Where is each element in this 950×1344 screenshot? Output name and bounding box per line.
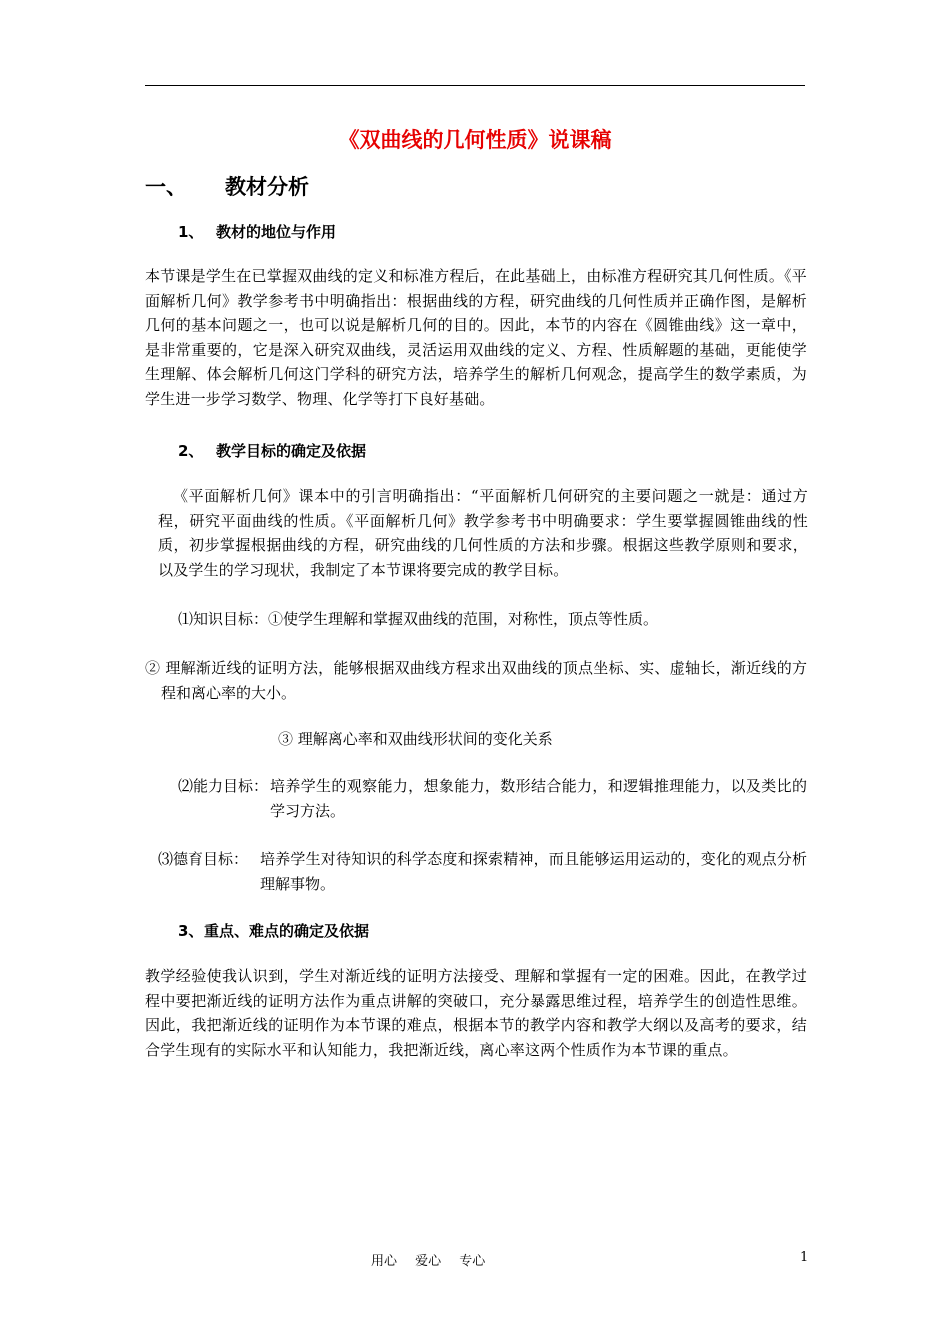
subsection-title: 教学目标的确定及依据 <box>216 442 367 460</box>
moral-goal-text: 培养学生对待知识的科学态度和探索精神，而且能够运用运动的，变化的观点分析理解事物。 <box>260 850 807 893</box>
section-title: 教材分析 <box>225 175 309 199</box>
subsection-heading-1 <box>178 221 336 242</box>
knowledge-goal-item-3: ③ 理解离心率和双曲线形状间的变化关系 <box>278 730 553 748</box>
document-title: 《双曲线的几何性质》说课稿 <box>338 128 612 152</box>
page-number: 1 <box>800 1250 809 1265</box>
subsection-number: 3、 <box>178 922 204 940</box>
moral-goal-label: ⑶德育目标： <box>158 850 249 868</box>
paragraph-teaching-goals-basis: 《平面解析几何》课本中的引言明确指出：“平面解析几何研究的主要问题之一就是：通过方程，研究平面曲线的性质。《平面解析几何》教学参考书中明确要求：学生要掌握圆锥曲线的性质，初步掌握根据曲线的方程，研究曲线的几何性质的方法和步骤。根据这些教学原则和要求，以及学生的学习现状，我制定了本节课将要完成的教学目标。 <box>158 487 808 579</box>
subsection-heading-3 <box>178 920 369 941</box>
subsection-title: 教材的地位与作用 <box>216 223 337 241</box>
knowledge-goal-item-2: ② 理解渐近线的证明方法，能够根据双曲线方程求出双曲线的顶点坐标、实、虚轴长，渐近线的方程和离心率的大小。 <box>145 659 807 702</box>
section-number: 一、 <box>145 175 187 199</box>
subsection-heading-2 <box>178 440 366 461</box>
subsection-title: 重点、难点的确定及依据 <box>204 922 370 940</box>
ability-goal-label: ⑵能力目标： <box>178 777 269 795</box>
ability-goal-text: 培养学生的观察能力，想象能力，数形结合能力，和逻辑推理能力，以及类比的学习方法。 <box>270 777 807 820</box>
footer-motto: 用心 爱心 专心 <box>371 1254 486 1269</box>
header-rule <box>145 85 805 86</box>
subsection-number: 1、 <box>178 223 204 241</box>
knowledge-goal-line: ⑴知识目标：①使学生理解和掌握双曲线的范围，对称性，顶点等性质。 <box>178 610 659 628</box>
paragraph-key-points: 教学经验使我认识到，学生对渐近线的证明方法接受、理解和掌握有一定的困难。因此，在教学过程中要把渐近线的证明方法作为重点讲解的突破口，充分暴露思维过程，培养学生的创造性思维。因此，我把渐近线的证明作为本节课的难点，根据本节的教学内容和教学大纲以及高考的要求，结合学生现有的实际水平和认知能力，我把渐近线，离心率这两个性质作为本节课的重点。 <box>145 967 807 1059</box>
subsection-number: 2、 <box>178 442 204 460</box>
paragraph-role-of-material: 本节课是学生在已掌握双曲线的定义和标准方程后，在此基础上，由标准方程研究其几何性质。《平面解析几何》教学参考书中明确指出：根据曲线的方程，研究曲线的几何性质并正确作图，是解析几何的基本问题之一，也可以说是解析几何的目的。因此，本节的内容在《圆锥曲线》这一章中，是非常重要的，它是深入研究双曲线，灵活运用双曲线的定义、方程、性质解题的基础，更能使学生理解、体会解析几何这门学科的研究方法，培养学生的解析几何观念，提高学生的数学素质，为学生进一步学习数学、物理、化学等打下良好基础。 <box>145 267 807 408</box>
section-heading-1 <box>145 171 309 201</box>
